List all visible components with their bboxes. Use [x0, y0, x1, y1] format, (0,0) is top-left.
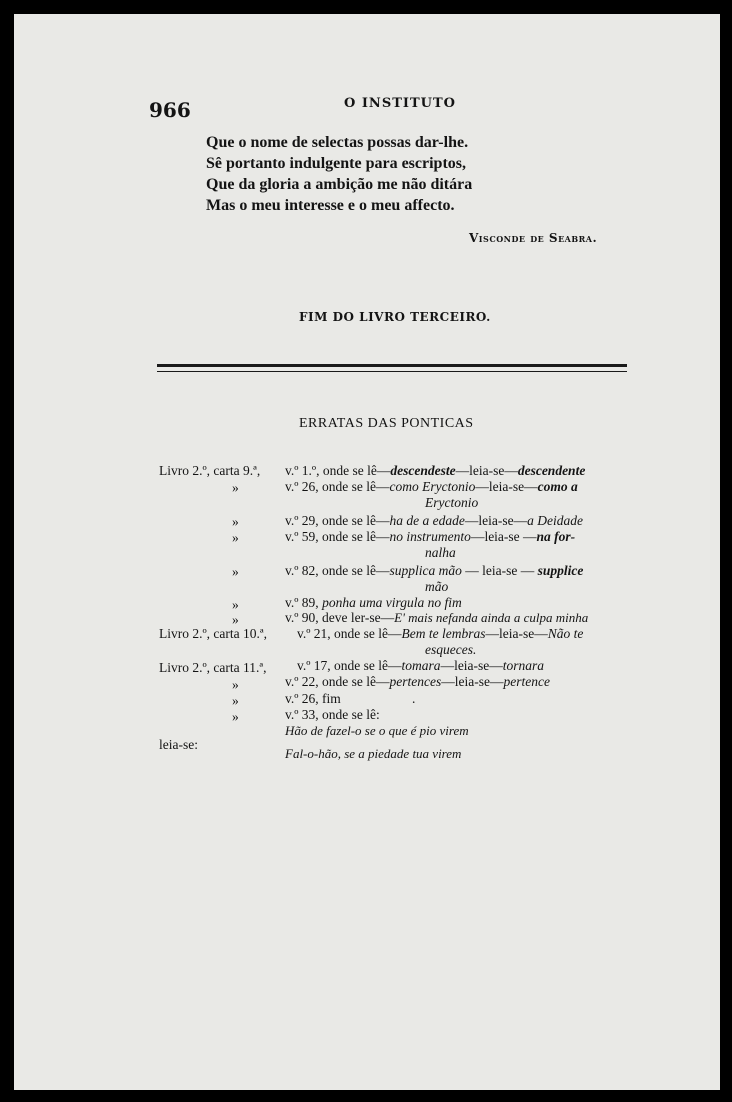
ditto-mark: » — [232, 677, 239, 692]
errata-continuation: esqueces. — [425, 642, 477, 657]
errata-entry: v.º 21, onde se lê—Bem te lembras—leia-se—Não te — [297, 626, 584, 641]
book-page — [14, 14, 720, 1090]
errata-entry: v.º 82, onde se lê—supplica mão — leia-se — supplice — [285, 563, 584, 578]
errata-entry: v.º 1.º, onde se lê—descendeste—leia-se—descendente — [285, 463, 586, 478]
errata-entry: v.º 89, ponha uma virgula no fim — [285, 595, 462, 610]
errata-livro: Livro 2.º, carta 10.ª, — [159, 626, 267, 641]
errata-continuation: Eryctonio — [425, 495, 479, 510]
section-rule-thin — [157, 371, 627, 372]
errata-correction: Fal-o-hão, se a piedade tua virem — [285, 746, 462, 761]
leia-se-label: leia-se: — [159, 737, 198, 752]
poem-signature: Visconde de Seabra. — [469, 231, 598, 245]
errata-entry: v.º 17, onde se lê—tomara—leia-se—tornara — [297, 658, 545, 673]
poem-line: Que da gloria a ambição me não ditára — [206, 176, 473, 193]
section-rule — [157, 364, 627, 367]
ditto-mark: » — [232, 530, 239, 545]
errata-title: ERRATAS DAS PONTICAS — [299, 416, 474, 431]
end-of-book-note: FIM DO LIVRO TERCEIRO. — [299, 310, 491, 324]
ditto-mark: » — [232, 564, 239, 579]
errata-entry: v.º 33, onde se lê: — [285, 707, 380, 722]
ditto-mark: » — [232, 693, 239, 708]
poem-line: Mas o meu interesse e o meu affecto. — [206, 197, 455, 214]
errata-continuation: nalha — [425, 545, 456, 560]
errata-entry: v.º 29, onde se lê—ha de a edade—leia-se—a Deidade — [285, 513, 583, 528]
stray-dot: . — [412, 691, 416, 706]
errata-continuation: mão — [425, 579, 449, 594]
poem-line: Sê portanto indulgente para escriptos, — [206, 155, 466, 172]
errata-quote: Hão de fazel-o se o que é pio virem — [285, 723, 469, 738]
errata-entry: v.º 59, onde se lê—no instrumento—leia-se —na for- — [285, 529, 576, 544]
errata-entry: v.º 22, onde se lê—pertences—leia-se—pertence — [285, 674, 550, 689]
poem-line: Que o nome de selectas possas dar-lhe. — [206, 134, 469, 151]
errata-livro: Livro 2.º, carta 11.ª, — [159, 660, 267, 675]
errata-livro: Livro 2.º, carta 9.ª, — [159, 463, 261, 478]
ditto-mark: » — [232, 514, 239, 529]
errata-entry: v.º 26, onde se lê—como Eryctonio—leia-se—como a — [285, 479, 578, 494]
ditto-mark: » — [232, 612, 239, 627]
running-head: O INSTITUTO — [344, 96, 456, 111]
ditto-mark: » — [232, 709, 239, 724]
errata-entry: v.º 90, deve ler-se—E' mais nefanda ainda a culpa minha — [285, 610, 589, 625]
ditto-mark: » — [232, 480, 239, 495]
errata-entry: v.º 26, fim — [285, 691, 341, 706]
ditto-mark: » — [232, 597, 239, 612]
page-number: 966 — [149, 98, 191, 122]
poem-stanza — [206, 132, 472, 216]
